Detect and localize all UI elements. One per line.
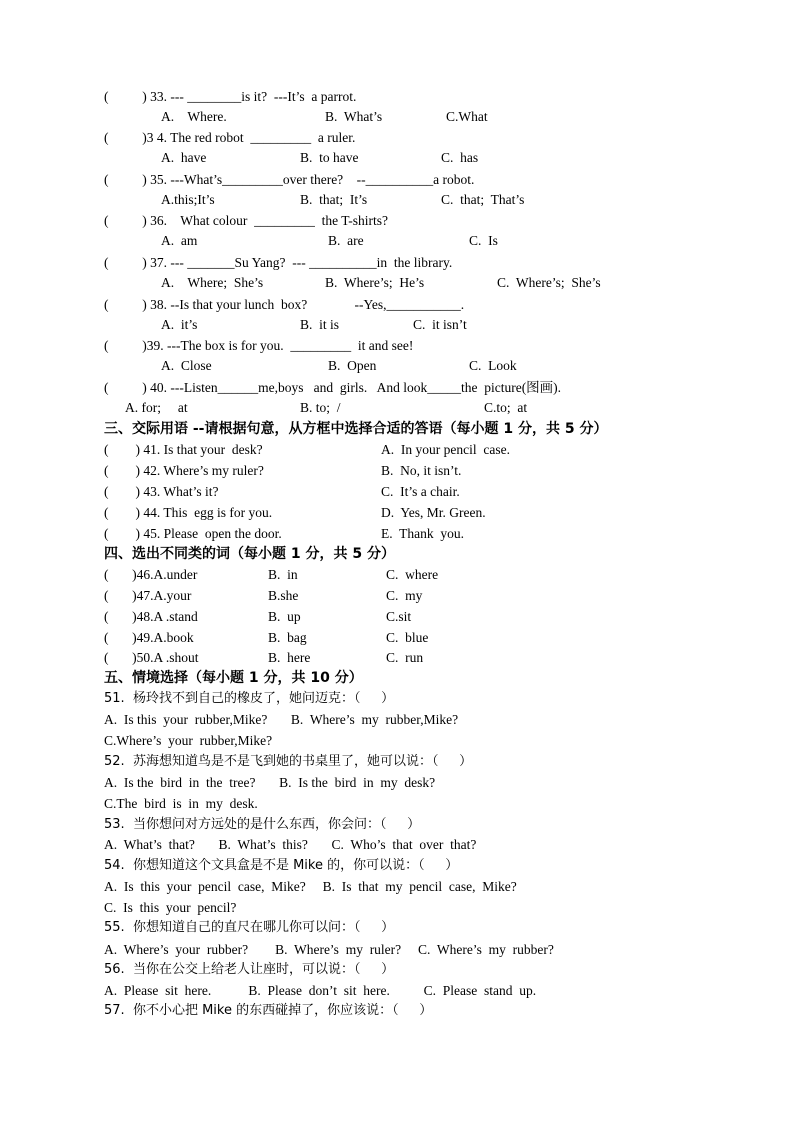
odd-word-option-c: C. run <box>386 650 424 665</box>
situation-55-options: A. Where’s your rubber? B. Where’s my ruler? C. Where’s my rubber? <box>104 942 554 957</box>
q34-option-a: A. have <box>161 150 207 165</box>
q38-option-a: A. it’s <box>161 317 198 332</box>
q40-option-c: C.to; at <box>484 400 528 415</box>
dialog-question: ( ) 41. Is that your desk? <box>104 442 263 457</box>
situation-52-options: C.The bird is in my desk. <box>104 796 258 811</box>
situation-54-options: C. Is this your pencil? <box>104 900 237 915</box>
dialog-question: ( ) 44. This egg is for you. <box>104 505 273 520</box>
q35-option-c: C. that; That’s <box>441 192 525 207</box>
situation-53-question: 53. 当你想问对方远处的是什么东西，你会问：（ ） <box>104 817 421 832</box>
situation-52-question: 52. 苏海想知道鸟是不是飞到她的书桌里了，她可以说：（ ） <box>104 754 473 769</box>
q35-stem: ( ) 35. ---What’s_________over there? --__________a robot. <box>104 172 475 187</box>
q35-option-b: B. that; It’s <box>300 192 368 207</box>
odd-word-option-b: B. bag <box>268 630 307 645</box>
situation-56-options: A. Please sit here. B. Please don’t sit here. C. Please stand up. <box>104 983 537 998</box>
situation-57-question: 57. 你不小心把 Mike 的东西碰掉了，你应该说：（ ） <box>104 1003 433 1018</box>
odd-word-item: ( )49.A.book <box>104 630 194 645</box>
q40-option-a: A. for; at <box>125 400 188 415</box>
dialog-answer: C. It’s a chair. <box>381 484 460 499</box>
dialog-question: ( ) 42. Where’s my ruler? <box>104 463 264 478</box>
q33-option-c: C.What <box>446 109 488 124</box>
q37-option-b: B. Where’s; He’s <box>325 275 425 290</box>
section-3-heading: 三、交际用语 --请根据句意，从方框中选择合适的答语（每小题 1 分，共 5 分） <box>104 421 608 437</box>
odd-word-option-b: B. up <box>268 609 301 624</box>
dialog-answer: E. Thank you. <box>381 526 464 541</box>
q34-stem: ( )3 4. The red robot _________ a ruler. <box>104 130 356 145</box>
situation-51-options: C.Where’s your rubber,Mike? <box>104 733 273 748</box>
odd-word-item: ( )47.A.your <box>104 588 192 603</box>
situation-54-options: A. Is this your pencil case, Mike? B. Is that my pencil case, Mike? <box>104 879 517 894</box>
q37-stem: ( ) 37. --- _______Su Yang? --- __________in the library. <box>104 255 453 270</box>
q39-stem: ( )39. ---The box is for you. _________ it and see! <box>104 338 414 353</box>
q38-option-b: B. it is <box>300 317 340 332</box>
dialog-question: ( ) 43. What’s it? <box>104 484 219 499</box>
situation-51-options: A. Is this your rubber,Mike? B. Where’s my rubber,Mike? <box>104 712 459 727</box>
q35-option-a: A.this;It’s <box>161 192 215 207</box>
section-5-heading: 五、情境选择（每小题 1 分，共 10 分） <box>104 670 363 686</box>
q37-option-c: C. Where’s; She’s <box>497 275 601 290</box>
odd-word-item: ( )48.A .stand <box>104 609 198 624</box>
q40-stem: ( ) 40. ---Listen______me,boys and girls. And look_____the picture(图画). <box>104 380 562 395</box>
situation-55-question: 55. 你想知道自己的直尺在哪儿你可以问：（ ） <box>104 920 395 935</box>
q37-option-a: A. Where; She’s <box>161 275 264 290</box>
q39-option-c: C. Look <box>469 358 517 373</box>
odd-word-item: ( )50.A .shout <box>104 650 199 665</box>
odd-word-option-c: C. where <box>386 567 439 582</box>
odd-word-option-b: B. in <box>268 567 298 582</box>
situation-53-options: A. What’s that? B. What’s this? C. Who’s that over that? <box>104 837 477 852</box>
q33-option-a: A. Where. <box>161 109 227 124</box>
situation-56-question: 56. 当你在公交上给老人让座时，可以说：（ ） <box>104 962 395 977</box>
q36-stem: ( ) 36. What colour _________ the T-shirts? <box>104 213 388 228</box>
odd-word-option-b: B.she <box>268 588 299 603</box>
odd-word-option-b: B. here <box>268 650 311 665</box>
odd-word-item: ( )46.A.under <box>104 567 198 582</box>
q39-option-a: A. Close <box>161 358 212 373</box>
q38-option-c: C. it isn’t <box>413 317 467 332</box>
q36-option-a: A. am <box>161 233 198 248</box>
dialog-answer: B. No, it isn’t. <box>381 463 462 478</box>
q39-option-b: B. Open <box>328 358 377 373</box>
situation-51-question: 51. 杨玲找不到自己的橡皮了，她问迈克：（ ） <box>104 691 395 706</box>
q36-option-c: C. Is <box>469 233 498 248</box>
q33-stem: ( ) 33. --- ________is it? ---It’s a parrot. <box>104 89 357 104</box>
q36-option-b: B. are <box>328 233 364 248</box>
q38-stem: ( ) 38. --Is that your lunch box? --Yes,___________. <box>104 297 465 312</box>
dialog-question: ( ) 45. Please open the door. <box>104 526 282 541</box>
dialog-answer: D. Yes, Mr. Green. <box>381 505 486 520</box>
situation-52-options: A. Is the bird in the tree? B. Is the bird in my desk? <box>104 775 436 790</box>
q40-option-b: B. to; / <box>300 400 341 415</box>
situation-54-question: 54. 你想知道这个文具盒是不是 Mike 的，你可以说：（ ） <box>104 858 459 873</box>
q34-option-b: B. to have <box>300 150 359 165</box>
section-4-heading: 四、选出不同类的词（每小题 1 分，共 5 分） <box>104 546 395 562</box>
q33-option-b: B. What’s <box>325 109 383 124</box>
odd-word-option-c: C. my <box>386 588 423 603</box>
dialog-answer: A. In your pencil case. <box>381 442 510 457</box>
odd-word-option-c: C.sit <box>386 609 412 624</box>
q34-option-c: C. has <box>441 150 479 165</box>
odd-word-option-c: C. blue <box>386 630 429 645</box>
